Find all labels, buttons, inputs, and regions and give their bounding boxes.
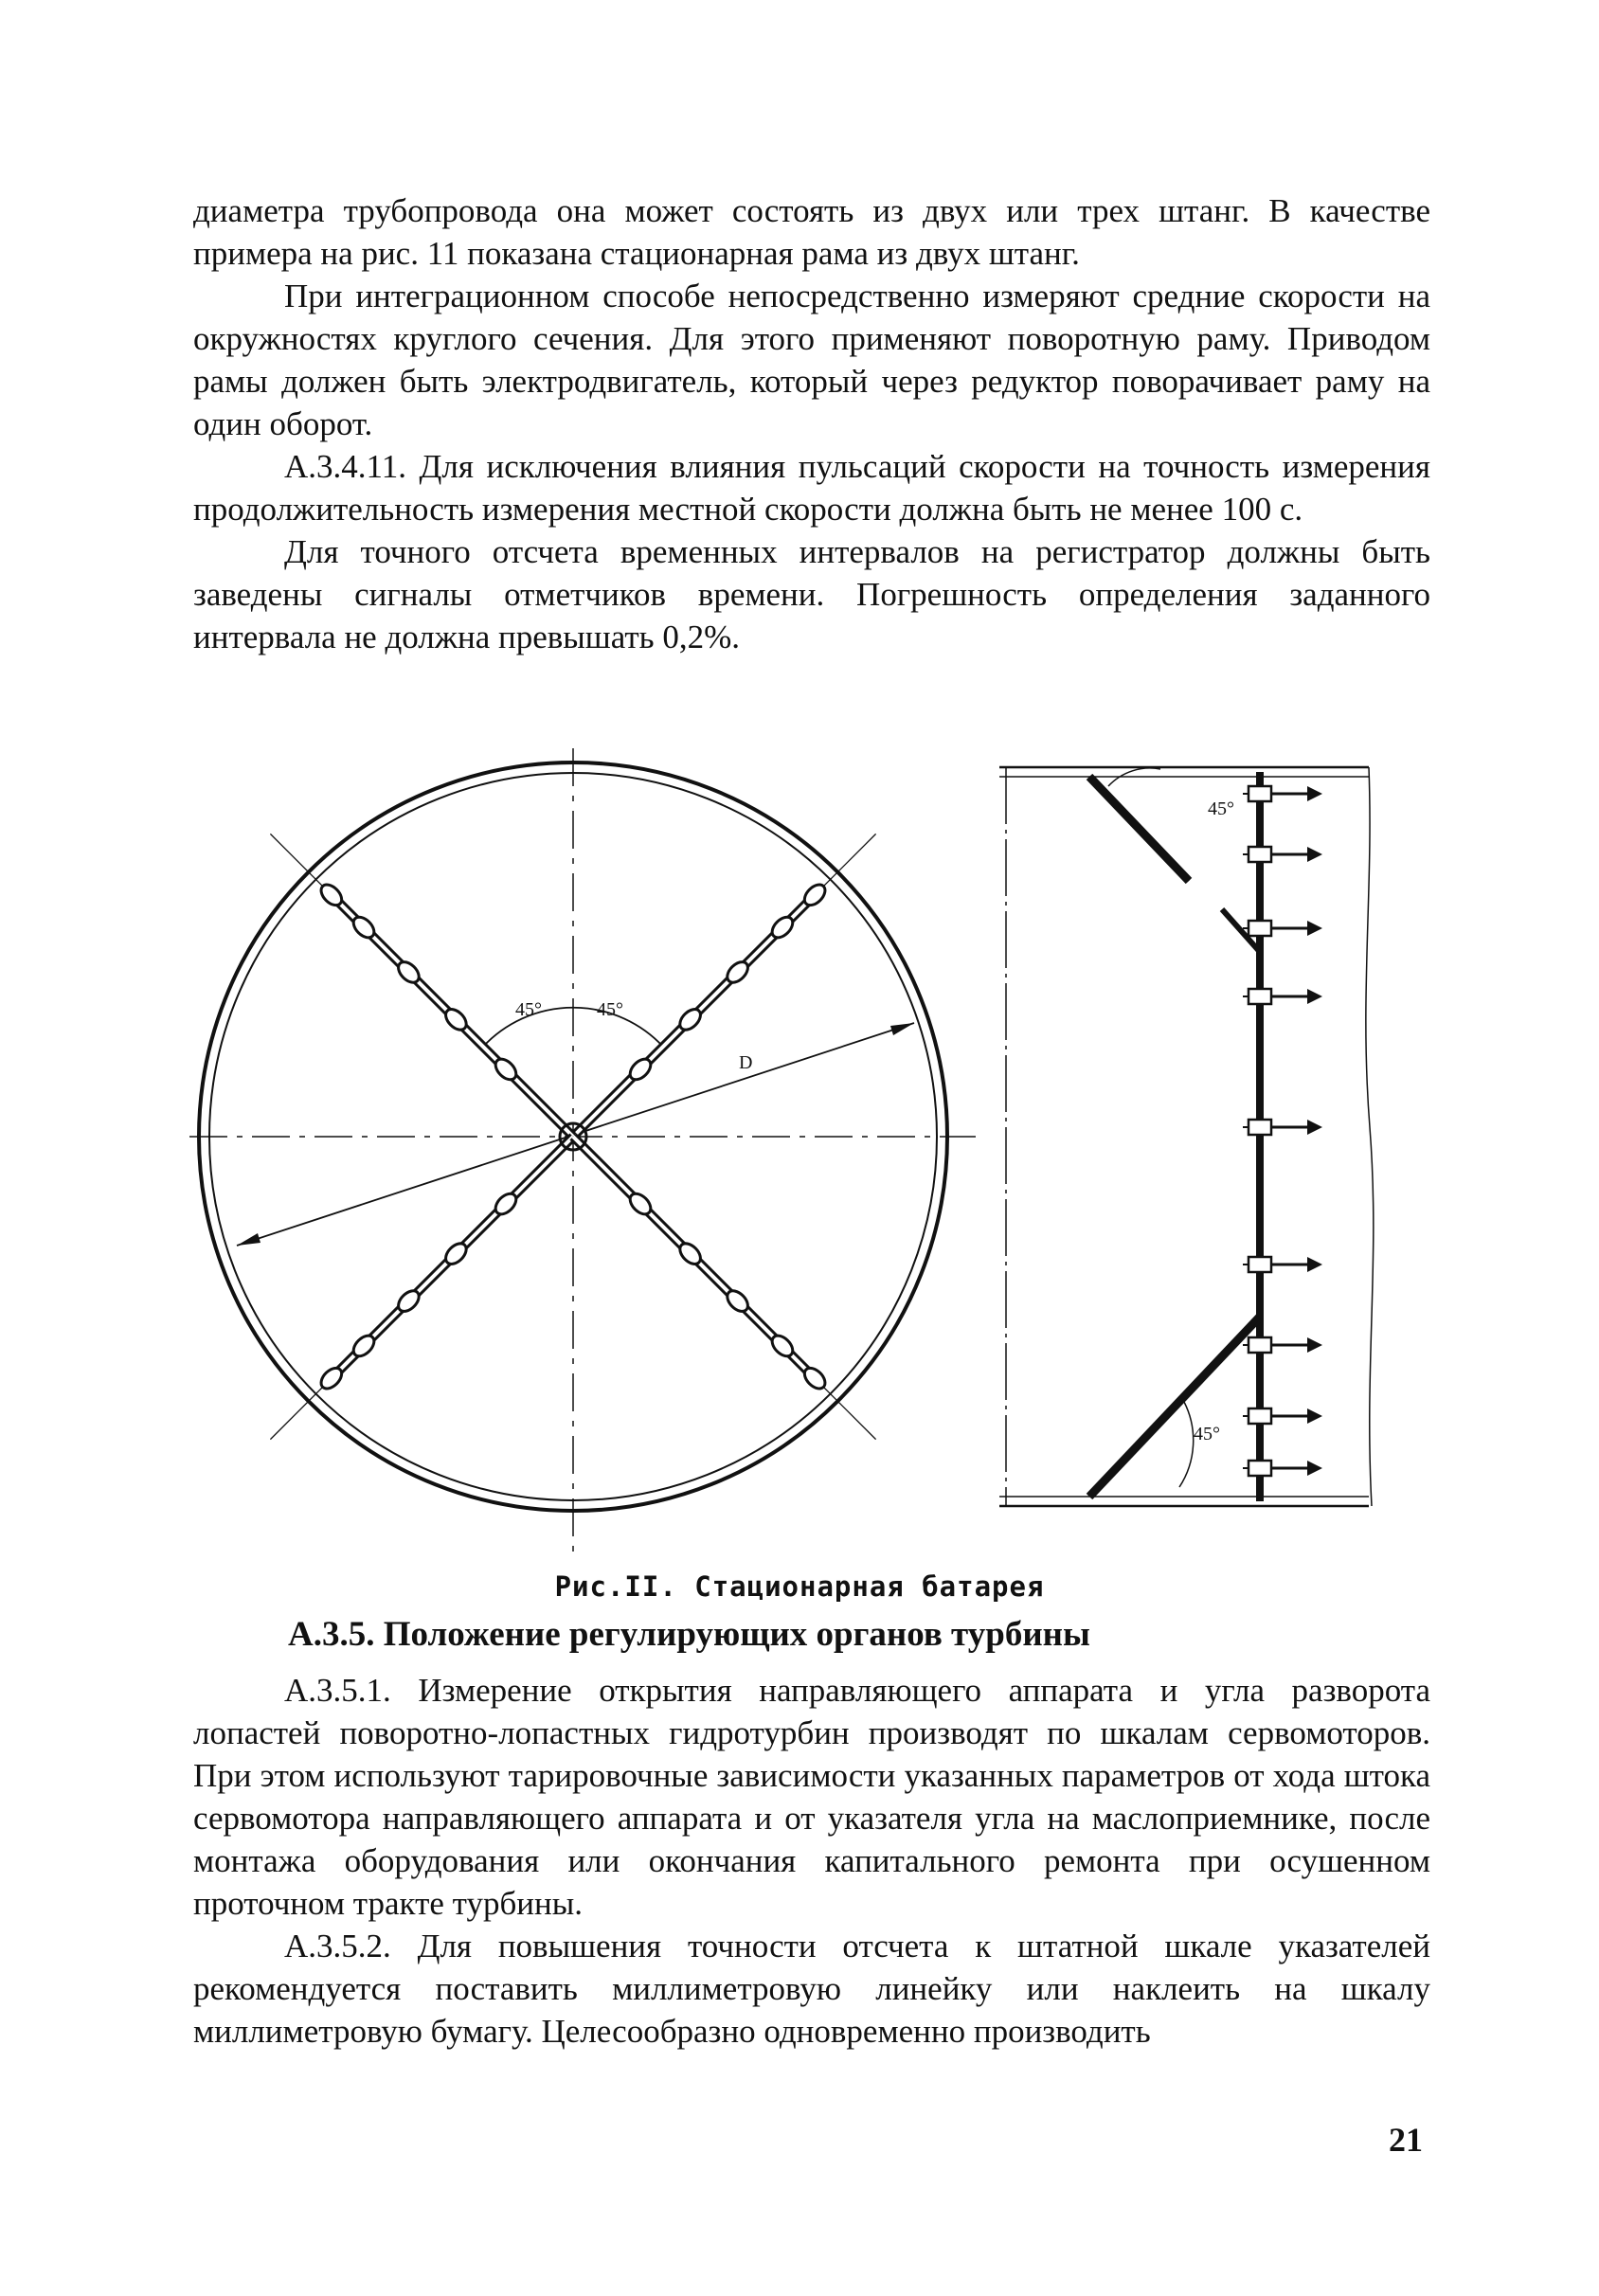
- section-heading: А.3.5. Положение регулирующих органов турбины: [288, 1615, 1090, 1654]
- strut-top: [1089, 768, 1189, 881]
- frame-rod: [270, 1137, 573, 1440]
- frame-rod: [270, 834, 573, 1137]
- probe-tube: [1243, 1408, 1322, 1424]
- paragraph: А.3.5.2. Для повышения точности отсчета к штатной шкале указателей рекомендуется поставить миллиметровую линейку или наклеить на шкалу миллиметровую бумагу. Целесообразно одновременно производить: [193, 1928, 1430, 2050]
- angle-label-side-top: 45°: [1208, 798, 1234, 819]
- page-number: 21: [1389, 2121, 1423, 2159]
- paragraph: А.3.4.11. Для исключения влияния пульсаций скорости на точность измерения продолжительность измерения местной скорости должна быть не менее 100 с.: [193, 448, 1430, 528]
- angle-label-side-bottom: 45°: [1194, 1424, 1220, 1444]
- probe-tube: [1243, 921, 1322, 936]
- diameter-label: D: [739, 1052, 753, 1073]
- frame-side-view-figure: [995, 748, 1392, 1553]
- probe-tube: [1243, 1120, 1322, 1135]
- probe-tube: [1243, 1461, 1322, 1476]
- probe-tube: [1243, 786, 1322, 801]
- figure-caption: Рис.II. Стационарная батарея: [554, 1570, 1045, 1603]
- angle-label-right: 45°: [597, 999, 623, 1020]
- probe-tube: [1243, 1257, 1322, 1272]
- probe-tube: [1243, 989, 1322, 1004]
- text-block-top: [193, 189, 1430, 658]
- probe-tube: [1243, 1337, 1322, 1353]
- paragraph: А.3.5.1. Измерение открытия направляющего аппарата и угла разворота лопастей поворотно-лопастных гидротурбин производят по шкалам сервомоторов. При этом используют тарировочные зависимости указанных параметров от хода штока сервомотора направляющего аппарата и от указателя угла на маслоприемнике, после монтажа оборудования или окончания капитального ремонта при осушенном проточном тракте турбины.: [193, 1672, 1430, 1922]
- paragraph: При интеграционном способе непосредственно измеряют средние скорости на окружностях круглого сечения. Для этого применяют поворотную раму. Приводом рамы должен быть электродвигатель, который через редуктор поворачивает раму на один оборот.: [193, 278, 1430, 442]
- frame-rod: [573, 1137, 876, 1440]
- frame-rod: [573, 834, 876, 1137]
- probe-tube: [1243, 847, 1322, 862]
- angle-label-left: 45°: [515, 999, 542, 1020]
- frame-cross-section-figure: [189, 748, 1004, 1553]
- paragraph: диаметра трубопровода она может состоять из двух или трех штанг. В качестве примера на рис. 11 показана стационарная рама из двух штанг.: [193, 192, 1430, 272]
- paragraph: Для точного отсчета временных интервалов на регистратор должны быть заведены сигналы отметчиков времени. Погрешность определения заданного интервала не должна превышать 0,2%.: [193, 533, 1430, 655]
- probe-tubes: [1243, 786, 1322, 1476]
- text-block-bottom: [193, 1669, 1430, 2053]
- strut-bottom: [1089, 1317, 1260, 1497]
